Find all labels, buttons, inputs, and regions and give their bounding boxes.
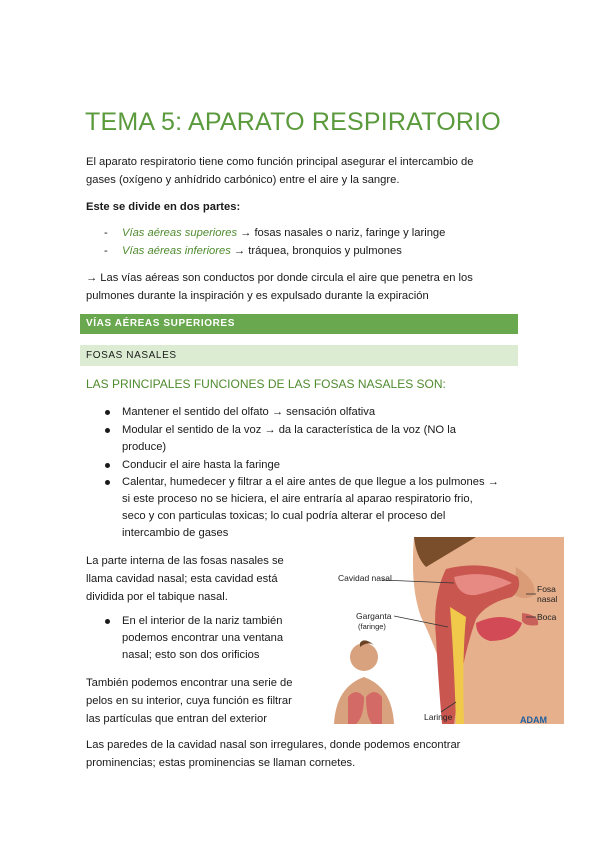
paragraph-line: prominencias; estas prominencias se llaman cornetes. bbox=[86, 757, 356, 769]
label-nasal: nasal bbox=[537, 594, 558, 604]
bullet-line: produce) bbox=[122, 441, 167, 453]
list-item bbox=[122, 457, 280, 474]
list-item bbox=[122, 613, 283, 664]
intro-line: El aparato respiratorio tiene como función principal asegurar el intercambio de bbox=[86, 156, 474, 168]
paragraph-line: La parte interna de las fosas nasales se bbox=[86, 555, 284, 567]
bullet-line: podemos encontrar una ventana bbox=[122, 632, 284, 644]
adam-logo: ADAM bbox=[520, 715, 547, 724]
bullet-line: si este proceso no se hiciera, el aire entraría al aparao respiratorio frio, bbox=[122, 493, 473, 505]
list-item bbox=[122, 474, 499, 542]
dash-bullet: - bbox=[104, 227, 108, 239]
airway-term: Vías aéreas inferiores bbox=[122, 245, 231, 257]
intro-paragraph bbox=[86, 153, 473, 189]
label-fosa: Fosa bbox=[537, 584, 556, 594]
bullet-line: seco y con particulas toxicas; lo cual podría alterar el proceso del bbox=[122, 510, 446, 522]
nasal-anatomy-figure bbox=[326, 537, 564, 724]
functions-heading: LAS PRINCIPALES FUNCIONES DE LAS FOSAS NASALES SON: bbox=[86, 377, 446, 391]
note-line: pulmones durante la inspiración y es expulsado durante la expiración bbox=[86, 290, 429, 302]
bullet-line: Modular el sentido de la voz → da la característica de la voz (NO la bbox=[122, 424, 456, 436]
note-line: → Las vías aéreas son conductos por donde circula el aire que penetra en los bbox=[86, 272, 473, 284]
airway-term: Vías aéreas superiores bbox=[122, 227, 238, 239]
bullet-line: Conducir el aire hasta la faringe bbox=[122, 459, 280, 471]
paragraph-line: llama cavidad nasal; esta cavidad está bbox=[86, 573, 278, 585]
list-item bbox=[122, 422, 456, 456]
hairs-paragraph bbox=[86, 674, 292, 728]
airways-note bbox=[86, 269, 473, 305]
bullet-line: Mantener el sentido del olfato → sensación olfativa bbox=[122, 406, 376, 418]
intro-line: gases (oxígeno y anhídrido carbónico) entre el aire y la sangre. bbox=[86, 174, 400, 186]
division-heading: Este se divide en dos partes: bbox=[86, 201, 241, 213]
paragraph-line: pelos en su interior, cuya función es filtrar bbox=[86, 695, 292, 707]
paragraph-line: También podemos encontrar una serie de bbox=[86, 677, 293, 689]
paragraph-line: Las paredes de la cavidad nasal son irregulares, donde podemos encontrar bbox=[86, 739, 461, 751]
closing-paragraph bbox=[86, 736, 460, 772]
bullet-line: En el interior de la nariz también bbox=[122, 615, 283, 627]
label-laringe: Laringe bbox=[424, 712, 453, 722]
subsection-heading-bar: FOSAS NASALES bbox=[80, 345, 518, 366]
paragraph-line: dividida por el tabique nasal. bbox=[86, 591, 228, 603]
bullet-line: intercambio de gases bbox=[122, 527, 229, 539]
bullet-line: nasal; esto son dos orificios bbox=[122, 649, 260, 661]
section-heading-bar: VÍAS AÉREAS SUPERIORES bbox=[80, 314, 518, 334]
label-boca: Boca bbox=[537, 612, 557, 622]
label-garganta: Garganta bbox=[356, 611, 392, 621]
page-title: TEMA 5: APARATO RESPIRATORIO bbox=[85, 108, 501, 136]
airway-desc: → fosas nasales o nariz, faringe y laringe bbox=[237, 227, 446, 239]
list-item bbox=[104, 242, 402, 260]
list-item bbox=[122, 404, 375, 421]
dash-bullet: - bbox=[104, 245, 108, 257]
label-cavidad-nasal: Cavidad nasal bbox=[338, 573, 392, 583]
small-figure-head bbox=[350, 643, 378, 671]
bullet-line: Calentar, humedecer y filtrar a el aire antes de que llegue a los pulmones → bbox=[122, 476, 499, 488]
list-item bbox=[104, 224, 445, 242]
paragraph-line: las partículas que entran del exterior bbox=[86, 713, 267, 725]
label-faringe: (faringe) bbox=[358, 622, 386, 631]
nasal-cavity-paragraph bbox=[86, 552, 284, 606]
airway-desc: → tráquea, bronquios y pulmones bbox=[230, 245, 402, 257]
